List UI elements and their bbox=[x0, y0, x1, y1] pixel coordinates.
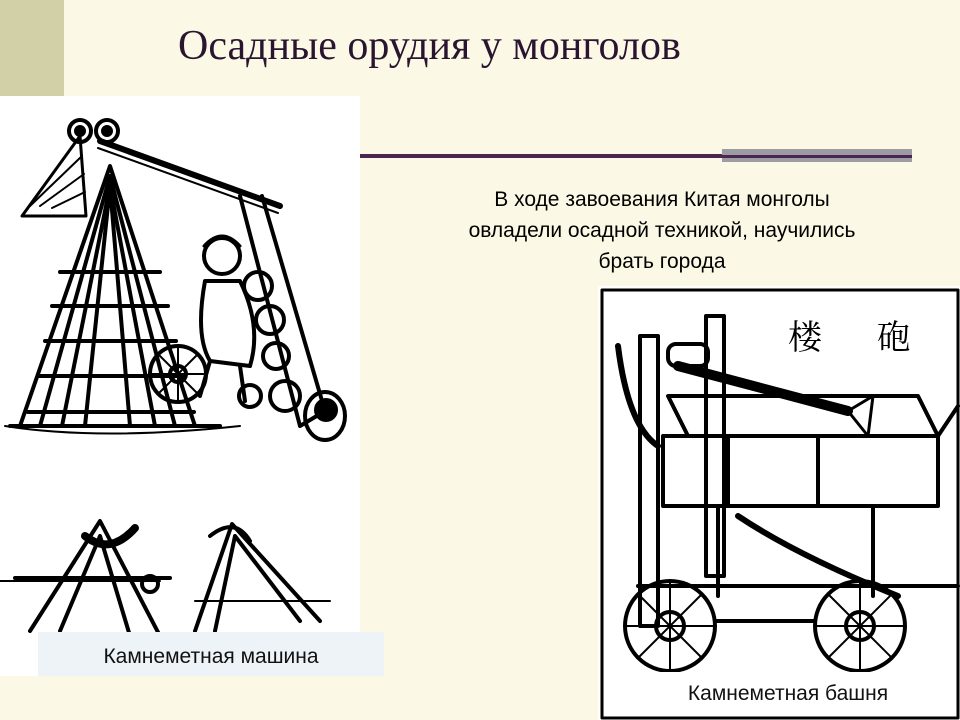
caption-line-1: В ходе завоевания Китая монголы bbox=[494, 188, 830, 211]
caption-line-2: овладели осадной техникой, научились bbox=[468, 219, 856, 242]
catapult-label: Камнеметная машина bbox=[38, 632, 384, 676]
divider-accent-bottom bbox=[722, 158, 912, 162]
corner-decoration bbox=[0, 0, 64, 98]
catapult-drawing bbox=[0, 96, 360, 676]
catapult-illustration bbox=[0, 96, 360, 676]
tower-chinese-inscription: 楼 砲 bbox=[788, 318, 933, 358]
divider-accent-top bbox=[722, 149, 912, 155]
tower-label: Камнеметная башня bbox=[648, 672, 928, 712]
slide-title: Осадные орудия у монголов bbox=[178, 23, 681, 69]
slide-caption bbox=[392, 184, 932, 277]
caption-line-3: брать города bbox=[598, 250, 726, 273]
